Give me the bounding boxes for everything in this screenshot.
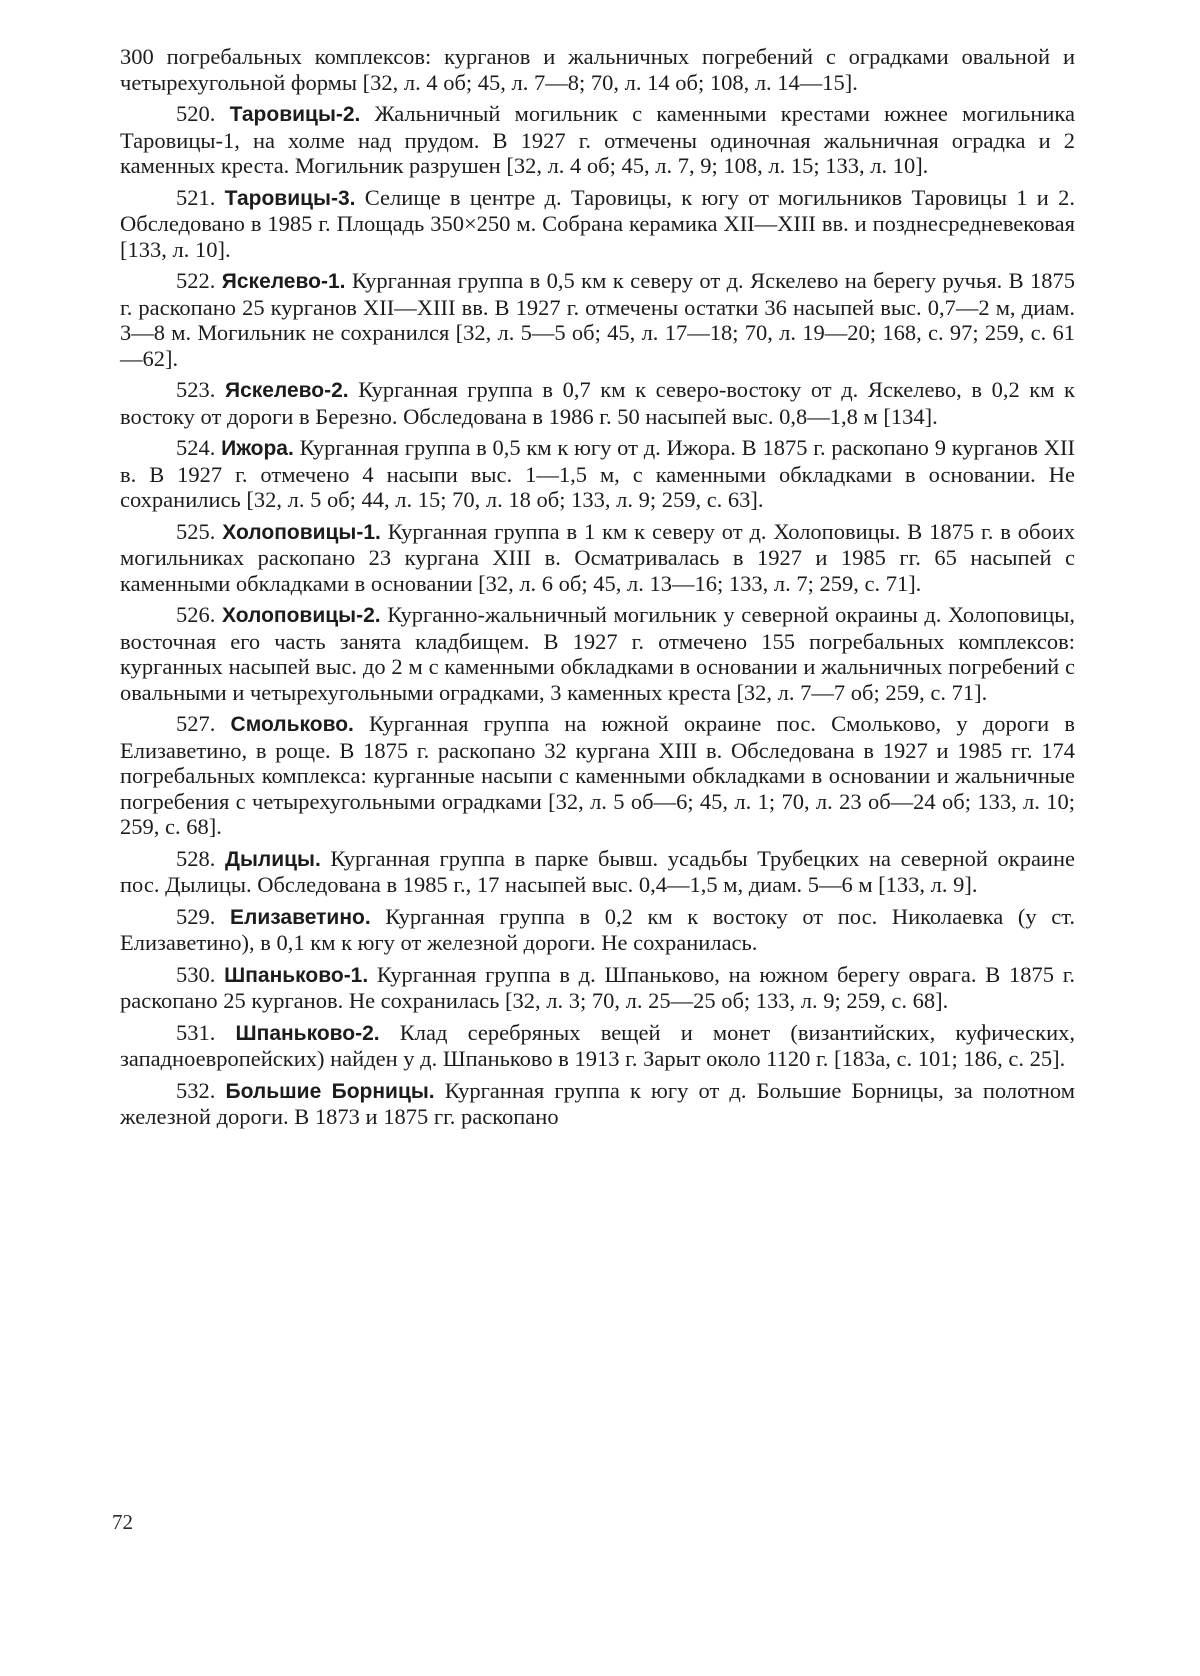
- entry-title: Елизаветино.: [230, 905, 371, 929]
- entry-title: Шпаньково-2.: [235, 1021, 380, 1045]
- entry-523: [120, 377, 1075, 429]
- page-number: 72: [112, 1510, 133, 1534]
- entry-text: Курганная группа в парке бывш. усадьбы Трубецких на северной окраине пос. Дылицы. Обследована в 1985 г., 17 насыпей выс. 0,4—1,5 м, диам. 5—6 м [133, л. 9].: [120, 845, 1075, 897]
- entry-title: Смольково.: [230, 713, 354, 736]
- entry-number: 525.: [176, 518, 216, 544]
- entry-text: Курганная группа в 0,2 км к востоку от пос. Николаевка (у ст. Елизаветино), в 0,1 км к югу от железной дороги. Не сохранилась.: [120, 903, 1075, 955]
- entry-number: 528.: [176, 845, 216, 871]
- entry-number: 522.: [176, 268, 216, 293]
- entry-number: 526.: [176, 602, 216, 627]
- entry-text: Клад серебряных вещей и монет (византийских, куфических, западноевропейских) найден у д. Шпаньково в 1913 г. Зарыт около 1120 г. [183а, с. 101; 186, с. 25].: [120, 1019, 1075, 1071]
- entry-526: [120, 602, 1075, 705]
- entry-number: 524.: [176, 435, 216, 460]
- entry-532: [120, 1078, 1075, 1130]
- entry-title: Таровицы-3.: [224, 186, 356, 210]
- entry-title: Яскелево-1.: [221, 270, 346, 293]
- entry-number: 529.: [176, 903, 216, 929]
- entry-528: [120, 846, 1075, 898]
- entry-text: Курганная группа в 1 км к северу от д. Холоповицы. В 1875 г. в обоих могильниках раскопано 23 кургана XIII в. Осматривалась в 1927 и 1985 гг. 65 насыпей с каменными обкладками в основании [32, л. 6 об; 45, л. 13—16; 133, л. 7; 259, с. 71].: [120, 518, 1076, 596]
- entry-522: [120, 268, 1075, 371]
- entry-text: Селище в центре д. Таровицы, к югу от могильников Таровицы 1 и 2. Обследовано в 1985 г. Площадь 350×250 м. Собрана керамика XII—XIII вв. и позднесредневековая [133, л. 10].: [120, 184, 1076, 262]
- entry-529: [120, 904, 1075, 956]
- entry-title: Ижора.: [221, 437, 294, 460]
- entry-text: Курганная группа к югу от д. Большие Борницы, за полотном железной дороги. В 1873 и 1875 гг. раскопано: [120, 1077, 1075, 1129]
- entry-525: [120, 519, 1075, 597]
- entry-title: Холоповицы-1.: [222, 520, 381, 544]
- entry-number: 521.: [176, 184, 216, 210]
- entry-text: Курганная группа на южной окраине пос. Смольково, у дороги в Елизаветино, в роще. В 1875 г. раскопано 32 кургана XIII в. Обследована в 1927 и 1985 гг. 174 погребальных комплекса: курганные насыпи с каменными обкладками в основании и жальничные погребения с четырехугольными оградками [32, л. 5 об—6; 45, л. 1; 70, л. 23 об—24 об; 133, л. 10; 259, с. 68].: [120, 711, 1076, 839]
- entry-text: Курганно-жальничный могильник у северной окраины д. Холоповицы, восточная его часть занята кладбищем. В 1927 г. отмечено 155 погребальных комплексов: курганных насыпей выс. до 2 м с каменными обкладками в основании и жальничных погребений с овальными и четырехугольными оградками, 3 каменных креста [32, л. 7—7 об; 259, с. 71].: [120, 602, 1076, 705]
- entry-title: Дылицы.: [224, 847, 321, 871]
- entry-text: Курганная группа в 0,5 км к северу от д. Яскелево на берегу ручья. В 1875 г. раскопано 25 курганов XII—XIII вв. В 1927 г. отмечены остатки 36 насыпей выс. 0,7—2 м, диам. 3—8 м. Могильник не сохранился [32, л. 5—5 об; 45, л. 17—18; 70, л. 19—20; 168, с. 97; 259, с. 61—62].: [120, 268, 1076, 371]
- entry-number: 532.: [176, 1077, 216, 1103]
- entry-number: 523.: [176, 377, 216, 402]
- document-page: [120, 44, 1075, 1604]
- entry-number: 530.: [176, 961, 216, 987]
- continuation-paragraph: 300 погребальных комплексов: курганов и жальничных погребений с оградками овальной и четырехугольной формы [32, л. 4 об; 45, л. 7—8; 70, л. 14 об; 108, л. 14—15].: [120, 44, 1075, 95]
- entry-title: Большие Борницы.: [225, 1079, 435, 1103]
- entry-title: Холоповицы-2.: [221, 604, 381, 627]
- text-block: [120, 44, 1075, 1130]
- entry-text: Жальничный могильник с каменными крестами южнее могильника Таровицы-1, на холме над прудом. В 1927 г. отмечены одиночная жальничная оградка и 2 каменных креста. Могильник разрушен [32, л. 4 об; 45, л. 7, 9; 108, л. 15; 133, л. 10].: [120, 101, 1076, 178]
- entry-524: [120, 435, 1075, 513]
- entry-title: Шпаньково-1.: [224, 963, 369, 987]
- entry-number: 527.: [176, 711, 216, 736]
- entry-527: [120, 711, 1075, 840]
- entry-521: [120, 185, 1075, 263]
- entry-text: Курганная группа в 0,7 км к северо-востоку от д. Яскелево, в 0,2 км к востоку от дороги в Березно. Обследована в 1986 г. 50 насыпей выс. 0,8—1,8 м [134].: [120, 377, 1075, 429]
- entry-520: [120, 101, 1075, 179]
- entry-title: Яскелево-2.: [224, 379, 349, 402]
- entry-title: Таровицы-2.: [229, 103, 361, 126]
- entry-text: Курганная группа в 0,5 км к югу от д. Ижора. В 1875 г. раскопано 9 курганов XII в. В 1927 г. отмечено 4 насыпи выс. 1—1,5 м, с каменными обкладками в основании. Не сохранились [32, л. 5 об; 44, л. 15; 70, л. 18 об; 133, л. 9; 259, с. 63].: [120, 435, 1075, 512]
- entry-530: [120, 962, 1075, 1014]
- entry-531: [120, 1020, 1075, 1072]
- entry-number: 531.: [176, 1019, 216, 1045]
- entry-number: 520.: [176, 101, 216, 126]
- entry-text: Курганная группа в д. Шпаньково, на южном берегу оврага. В 1875 г. раскопано 25 курганов. Не сохранилась [32, л. 3; 70, л. 25—25 об; 133, л. 9; 259, с. 68].: [120, 961, 1076, 1013]
